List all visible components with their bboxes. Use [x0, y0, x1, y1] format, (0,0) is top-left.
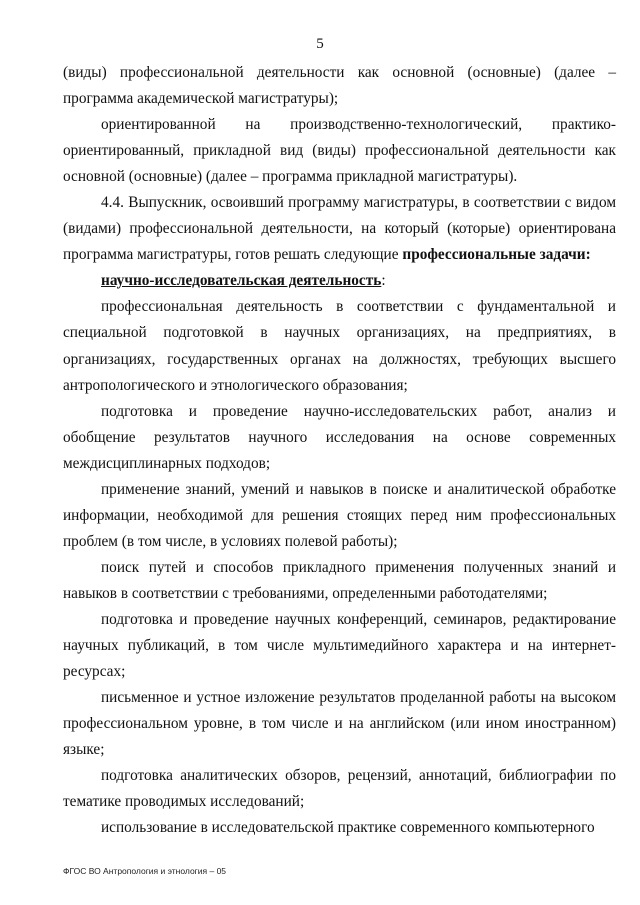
task-item-information-processing: применение знаний, умений и навыков в поиске и аналитической обработке информации, необходимой для решения стоящих перед ним профессиональных проблем (в том числе, в условиях полевой работы); [63, 480, 616, 550]
activity-type-colon: : [381, 272, 386, 290]
paragraph-4-4-text: 4.4. Выпускник, освоивший программу магистратуры, в соответствии с видом (видами) профессиональной деятельности, на который (которые) ориентирована программа магистратуры, готов решать следующие [63, 194, 616, 264]
task-item-computer-use: использование в исследовательской практике современного компьютерного [101, 819, 595, 837]
task-item-presentation: письменное и устное изложение результатов проделанной работы на высоком профессиональном уровне, в том числе и на английском (или ином иностранном) языке; [63, 689, 616, 759]
paragraph-4-4 [63, 190, 616, 268]
activity-type-heading-line [63, 268, 616, 294]
task-item-applied-knowledge: поиск путей и способов прикладного применения полученных знаний и навыков в соответствии с требованиями, определенными работодателями; [63, 558, 616, 602]
task-item-research-work: подготовка и проведение научно-исследовательских работ, анализ и обобщение результатов научного исследования на основе современных междисциплинарных подходов; [63, 402, 616, 472]
document-footer: ФГОС ВО Антропология и этнология – 05 [63, 866, 227, 876]
task-item-professional-activity: профессиональная деятельность в соответствии с фундаментальной и специальной подготовкой в научных организациях, на предприятиях, в организациях, государственных органах на должностях, требующих высшего антропологического и этнологического образования; [63, 298, 616, 394]
paragraph-academic-master: (виды) профессиональной деятельности как основной (основные) (далее – программа академической магистратуры); [63, 64, 616, 108]
professional-tasks-heading: профессиональные задачи: [402, 246, 591, 264]
page-number: 5 [316, 36, 324, 52]
task-item-conferences: подготовка и проведение научных конференций, семинаров, редактирование научных публикаций, в том числе мультимедийного характера и на интернет-ресурсах; [63, 610, 616, 681]
activity-type-heading: научно-исследовательская деятельность [101, 272, 382, 290]
task-item-reviews: подготовка аналитических обзоров, рецензий, аннотаций, библиографии по тематике проводимых исследований; [63, 767, 616, 811]
paragraph-applied-master: ориентированной на производственно-технологический, практико-ориентированный, прикладной вид (виды) профессиональной деятельности как основной (основные) (далее – программа прикладной магистратуры). [63, 116, 616, 186]
document-body [63, 60, 616, 841]
